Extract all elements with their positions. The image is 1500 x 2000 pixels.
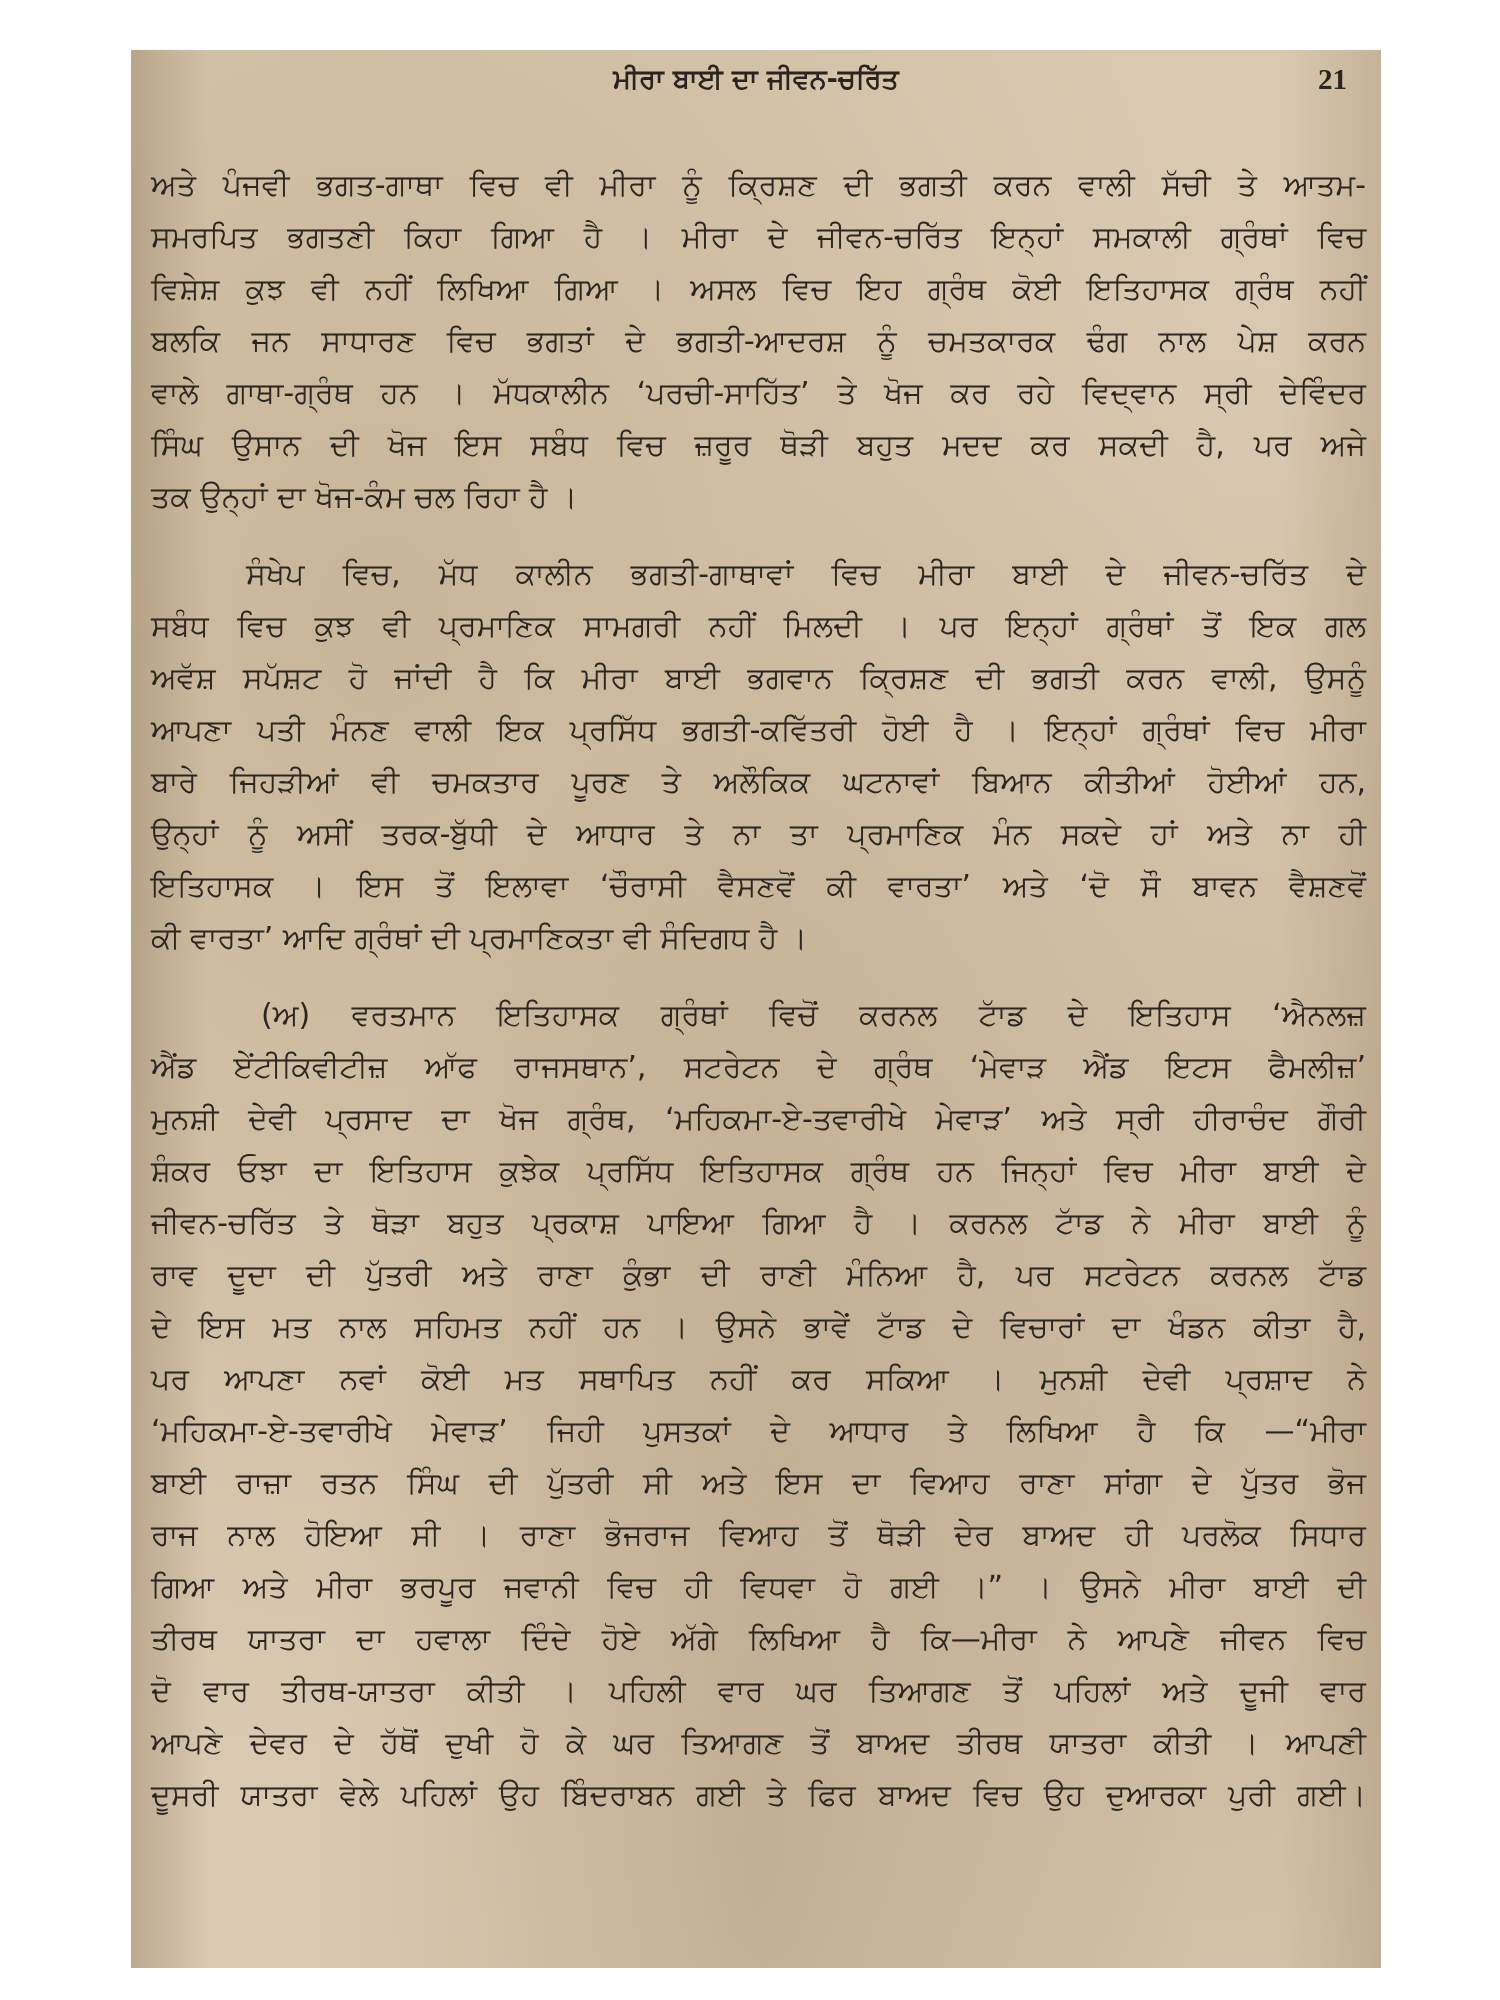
text-line: ਕੀ ਵਾਰਤਾ’ ਆਦਿ ਗ੍ਰੰਥਾਂ ਦੀ ਪ੍ਰਮਾਣਿਕਤਾ ਵੀ ਸੰਦਿਗਧ ਹੈ । <box>151 921 808 956</box>
text-line: ਪਰ ਆਪਣਾ ਨਵਾਂ ਕੋਈ ਮਤ ਸਥਾਪਿਤ ਨਹੀਂ ਕਰ ਸਕਿਆ । ਮੁਨਸ਼ੀ ਦੇਵੀ ਪ੍ਰਸ਼ਾਦ ਨੇ <box>151 1362 1366 1397</box>
text-line: ਅਵੱਸ਼ ਸਪੱਸ਼ਟ ਹੋ ਜਾਂਦੀ ਹੈ ਕਿ ਮੀਰਾ ਬਾਈ ਭਗਵਾਨ ਕ੍ਰਿਸ਼ਣ ਦੀ ਭਗਤੀ ਕਰਨ ਵਾਲੀ, ਉਸਨੂੰ <box>151 661 1366 696</box>
text-line: ‘ਮਹਿਕਮਾ-ਏ-ਤਵਾਰੀਖੇ ਮੇਵਾੜ’ ਜਿਹੀ ਪੁਸਤਕਾਂ ਦੇ ਆਧਾਰ ਤੇ ਲਿਖਿਆ ਹੈ ਕਿ —“ਮੀਰਾ <box>151 1414 1366 1449</box>
text-line: ਇਤਿਹਾਸਕ । ਇਸ ਤੋਂ ਇਲਾਵਾ ‘ਚੌਰਾਸੀ ਵੈਸਣਵੋਂ ਕੀ ਵਾਰਤਾ’ ਅਤੇ ‘ਦੋ ਸੌ ਬਾਵਨ ਵੈਸ਼ਣਵੋਂ <box>151 869 1366 904</box>
paragraph-1 <box>151 160 1366 524</box>
paragraph-3 <box>151 990 1366 1822</box>
text-line: ਵਾਲੇ ਗਾਥਾ-ਗ੍ਰੰਥ ਹਨ । ਮੱਧਕਾਲੀਨ ‘ਪਰਚੀ-ਸਾਹਿੱਤ’ ਤੇ ਖੋਜ ਕਰ ਰਹੇ ਵਿਦ੍ਵਾਨ ਸ੍ਰੀ ਦੇਵਿੰਦਰ <box>151 376 1366 411</box>
text-line: ਸ਼ੰਕਰ ਓਝਾ ਦਾ ਇਤਿਹਾਸ ਕੁਝੇਕ ਪ੍ਰਸਿੱਧ ਇਤਿਹਾਸਕ ਗ੍ਰੰਥ ਹਨ ਜਿਨ੍ਹਾਂ ਵਿਚ ਮੀਰਾ ਬਾਈ ਦੇ <box>151 1154 1366 1189</box>
body-text <box>151 160 1366 1847</box>
text-line: ਬਾਈ ਰਾਜ਼ਾ ਰਤਨ ਸਿੰਘ ਦੀ ਪੁੱਤਰੀ ਸੀ ਅਤੇ ਇਸ ਦਾ ਵਿਆਹ ਰਾਣਾ ਸਾਂਗਾ ਦੇ ਪੁੱਤਰ ਭੋਜ <box>151 1466 1366 1501</box>
text-line: ਦੇ ਇਸ ਮਤ ਨਾਲ ਸਹਿਮਤ ਨਹੀਂ ਹਨ । ਉਸਨੇ ਭਾਵੇਂ ਟਾੱਡ ਦੇ ਵਿਚਾਰਾਂ ਦਾ ਖੰਡਨ ਕੀਤਾ ਹੈ, <box>151 1310 1366 1345</box>
text-line: ਤੀਰਥ ਯਾਤਰਾ ਦਾ ਹਵਾਲਾ ਦਿੰਦੇ ਹੋਏ ਅੱਗੇ ਲਿਖਿਆ ਹੈ ਕਿ—ਮੀਰਾ ਨੇ ਆਪਣੇ ਜੀਵਨ ਵਿਚ <box>151 1622 1366 1657</box>
text-line: ਆਪਣਾ ਪਤੀ ਮੰਨਣ ਵਾਲੀ ਇਕ ਪ੍ਰਸਿੱਧ ਭਗਤੀ-ਕਵਿੱਤਰੀ ਹੋਈ ਹੈ । ਇਨ੍ਹਾਂ ਗ੍ਰੰਥਾਂ ਵਿਚ ਮੀਰਾ <box>151 713 1366 748</box>
text-line: ਤਕ ਉਨ੍ਹਾਂ ਦਾ ਖੋਜ-ਕੰਮ ਚਲ ਰਿਹਾ ਹੈ । <box>151 480 578 515</box>
text-line: ਉਨ੍ਹਾਂ ਨੂੰ ਅਸੀਂ ਤਰਕ-ਬੁੱਧੀ ਦੇ ਆਧਾਰ ਤੇ ਨਾ ਤਾ ਪ੍ਰਮਾਣਿਕ ਮੰਨ ਸਕਦੇ ਹਾਂ ਅਤੇ ਨਾ ਹੀ <box>151 817 1366 852</box>
text-line: ਵਿਸ਼ੇਸ਼ ਕੁਝ ਵੀ ਨਹੀਂ ਲਿਖਿਆ ਗਿਆ । ਅਸਲ ਵਿਚ ਇਹ ਗ੍ਰੰਥ ਕੋਈ ਇਤਿਹਾਸਕ ਗ੍ਰੰਥ ਨਹੀਂ <box>151 272 1366 307</box>
running-title: ਮੀਰਾ ਬਾਈ ਦਾ ਜੀਵਨ-ਚਰਿੱਤ <box>613 64 899 95</box>
paragraph-2 <box>151 549 1366 965</box>
text-line: ਰਾਵ ਦੂਦਾ ਦੀ ਪੁੱਤਰੀ ਅਤੇ ਰਾਣਾ ਕੁੰਭਾ ਦੀ ਰਾਣੀ ਮੰਨਿਆ ਹੈ, ਪਰ ਸਟਰੇਟਨ ਕਰਨਲ ਟਾੱਡ <box>151 1258 1366 1293</box>
page-number: 21 <box>1318 64 1347 96</box>
text-line: ਜੀਵਨ-ਚਰਿੱਤ ਤੇ ਥੋੜਾ ਬਹੁਤ ਪ੍ਰਕਾਸ਼ ਪਾਇਆ ਗਿਆ ਹੈ । ਕਰਨਲ ਟਾੱਡ ਨੇ ਮੀਰਾ ਬਾਈ ਨੂੰ <box>151 1206 1366 1241</box>
text-line: ਦੂਸਰੀ ਯਾਤਰਾ ਵੇਲੇ ਪਹਿਲਾਂ ਉਹ ਬਿੰਦਰਾਬਨ ਗਈ ਤੇ ਫਿਰ ਬਾਅਦ ਵਿਚ ਉਹ ਦੁਆਰਕਾ ਪੁਰੀ ਗਈ। <box>151 1778 1366 1813</box>
book-page <box>131 50 1381 1968</box>
text-line: ਸਿੰਘ ਉਸਾਨ ਦੀ ਖੋਜ ਇਸ ਸਬੰਧ ਵਿਚ ਜ਼ਰੂਰ ਥੋੜੀ ਬਹੁਤ ਮਦਦ ਕਰ ਸਕਦੀ ਹੈ, ਪਰ ਅਜੇ <box>151 428 1366 463</box>
text-line: ਸਮਰਪਿਤ ਭਗਤਣੀ ਕਿਹਾ ਗਿਆ ਹੈ । ਮੀਰਾ ਦੇ ਜੀਵਨ-ਚਰਿੱਤ ਇਨ੍ਹਾਂ ਸਮਕਾਲੀ ਗ੍ਰੰਥਾਂ ਵਿਚ <box>151 220 1366 255</box>
text-line: ਐਂਡ ਏਂਟੀਕਿਵੀਟੀਜ਼ ਆੱਫ ਰਾਜਸਥਾਨ’, ਸਟਰੇਟਨ ਦੇ ਗ੍ਰੰਥ ‘ਮੇਵਾੜ ਐਂਡ ਇਟਸ ਫੈਮਲੀਜ਼’ <box>151 1050 1366 1085</box>
text-line: ਦੋ ਵਾਰ ਤੀਰਥ-ਯਾਤਰਾ ਕੀਤੀ । ਪਹਿਲੀ ਵਾਰ ਘਰ ਤਿਆਗਣ ਤੋਂ ਪਹਿਲਾਂ ਅਤੇ ਦੂਜੀ ਵਾਰ <box>151 1674 1366 1709</box>
text-line: (ਅ) ਵਰਤਮਾਨ ਇਤਿਹਾਸਕ ਗ੍ਰੰਥਾਂ ਵਿਚੋਂ ਕਰਨਲ ਟਾੱਡ ਦੇ ਇਤਿਹਾਸ ‘ਐਨਲਜ਼ <box>261 998 1366 1033</box>
text-line: ਰਾਜ ਨਾਲ ਹੋਇਆ ਸੀ । ਰਾਣਾ ਭੋਜਰਾਜ ਵਿਆਹ ਤੋਂ ਥੋੜੀ ਦੇਰ ਬਾਅਦ ਹੀ ਪਰਲੋਕ ਸਿਧਾਰ <box>151 1518 1366 1553</box>
text-line: ਮੁਨਸ਼ੀ ਦੇਵੀ ਪ੍ਰਸਾਦ ਦਾ ਖੋਜ ਗ੍ਰੰਥ, ‘ਮਹਿਕਮਾ-ਏ-ਤਵਾਰੀਖੇ ਮੇਵਾੜ’ ਅਤੇ ਸ੍ਰੀ ਹੀਰਾਚੰਦ ਗੌਰੀ <box>151 1102 1366 1137</box>
text-line: ਗਿਆ ਅਤੇ ਮੀਰਾ ਭਰਪੂਰ ਜਵਾਨੀ ਵਿਚ ਹੀ ਵਿਧਵਾ ਹੋ ਗਈ ।” । ਉਸਨੇ ਮੀਰਾ ਬਾਈ ਦੀ <box>151 1570 1366 1605</box>
page-header <box>131 58 1381 104</box>
text-line: ਬਾਰੇ ਜਿਹੜੀਆਂ ਵੀ ਚਮਕਤਾਰ ਪੂਰਣ ਤੇ ਅਲੌਕਿਕ ਘਟਨਾਵਾਂ ਬਿਆਨ ਕੀਤੀਆਂ ਹੋਈਆਂ ਹਨ, <box>151 765 1366 800</box>
text-line: ਆਪਣੇ ਦੇਵਰ ਦੇ ਹੱਥੋਂ ਦੁਖੀ ਹੋ ਕੇ ਘਰ ਤਿਆਗਣ ਤੋਂ ਬਾਅਦ ਤੀਰਥ ਯਾਤਰਾ ਕੀਤੀ । ਆਪਣੀ <box>151 1726 1366 1761</box>
text-line: ਸਬੰਧ ਵਿਚ ਕੁਝ ਵੀ ਪ੍ਰਮਾਣਿਕ ਸਾਮਗਰੀ ਨਹੀਂ ਮਿਲਦੀ । ਪਰ ਇਨ੍ਹਾਂ ਗ੍ਰੰਥਾਂ ਤੋਂ ਇਕ ਗਲ <box>151 609 1366 644</box>
text-line: ਸੰਖੇਪ ਵਿਚ, ਮੱਧ ਕਾਲੀਨ ਭਗਤੀ-ਗਾਥਾਵਾਂ ਵਿਚ ਮੀਰਾ ਬਾਈ ਦੇ ਜੀਵਨ-ਚਰਿੱਤ ਦੇ <box>246 557 1366 592</box>
text-line: ਅਤੇ ਪੰਜਵੀ ਭਗਤ-ਗਾਥਾ ਵਿਚ ਵੀ ਮੀਰਾ ਨੂੰ ਕ੍ਰਿਸ਼ਣ ਦੀ ਭਗਤੀ ਕਰਨ ਵਾਲੀ ਸੱਚੀ ਤੇ ਆਤਮ- <box>151 168 1366 203</box>
text-line: ਬਲਕਿ ਜਨ ਸਾਧਾਰਣ ਵਿਚ ਭਗਤਾਂ ਦੇ ਭਗਤੀ-ਆਦਰਸ਼ ਨੂੰ ਚਮਤਕਾਰਕ ਢੰਗ ਨਾਲ ਪੇਸ਼ ਕਰਨ <box>151 324 1366 359</box>
